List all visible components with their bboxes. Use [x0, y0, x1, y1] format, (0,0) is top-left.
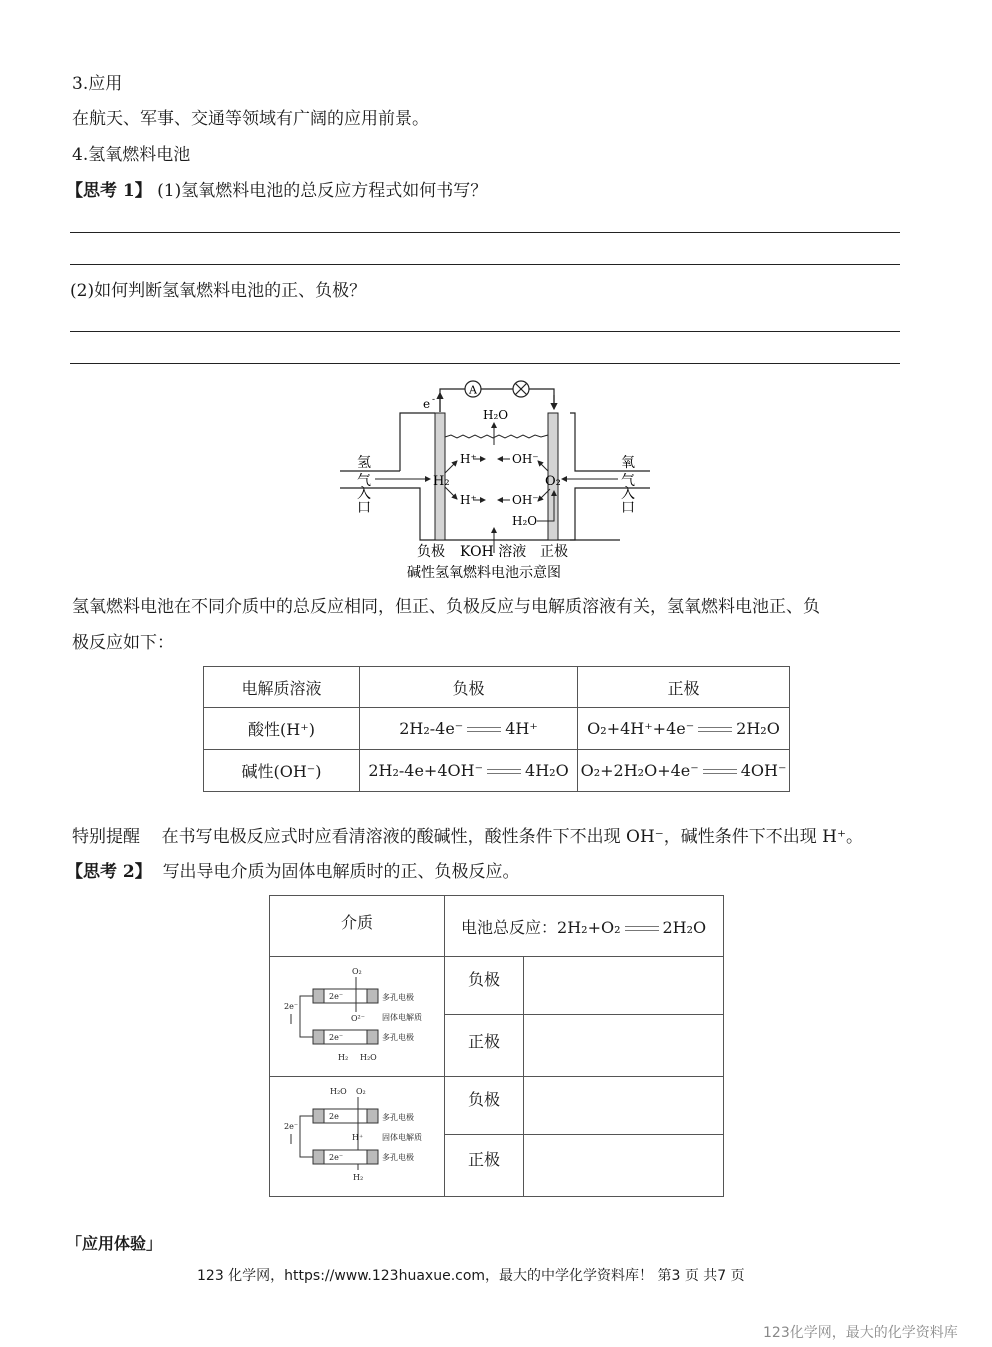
- electron-label: 2e⁻: [329, 1032, 344, 1042]
- diagram-cell-proton: [270, 1077, 445, 1197]
- left-inlet-char: 口: [357, 500, 371, 516]
- think1-q1-text: (1)氢氧燃料电池的总反应方程式如何书写？: [157, 181, 488, 201]
- negative-cell: [360, 750, 578, 792]
- products: 4OH⁻: [740, 761, 787, 780]
- reactants: 2H₂+O₂: [557, 917, 621, 937]
- right-inlet-char: 口: [621, 500, 635, 516]
- answer-line: [70, 264, 900, 265]
- svg-text:-: -: [432, 395, 436, 405]
- h2-label: H₂: [353, 1172, 364, 1182]
- answer-line: [70, 331, 900, 332]
- think1-question1: [66, 180, 487, 202]
- reactants: 2H₂-4e+4OH⁻: [368, 761, 484, 780]
- negative-label-cell: 负极: [445, 1077, 524, 1135]
- right-inlet-char: 入: [621, 486, 635, 502]
- positive-cell: [578, 750, 790, 792]
- h2o-label: H₂O: [330, 1086, 347, 1096]
- right-inlet-char: 气: [621, 473, 635, 489]
- products: 4H₂O: [525, 761, 569, 780]
- reminder-text: 在书写电极反应式时应看清溶液的酸碱性，酸性条件下不出现 OH⁻，碱性条件下不出现 H⁺。: [161, 827, 863, 847]
- products: 4H⁺: [505, 719, 538, 738]
- oxide-electrolyte-diagram: [272, 962, 442, 1072]
- reactants: O₂+4H⁺+4e⁻: [587, 719, 695, 738]
- porous-electrode-label: 多孔电极: [382, 1032, 414, 1042]
- left-inlet-char: 气: [357, 473, 371, 489]
- ohminus-upper-label: OH⁻: [512, 452, 539, 466]
- negative-label: 负极: [417, 544, 445, 560]
- answer-line: [70, 232, 900, 233]
- o2-label: O₂: [545, 474, 561, 489]
- porous-electrode-label: 多孔电极: [382, 1152, 414, 1162]
- external-electron-label: 2e⁻: [284, 1121, 299, 1131]
- table-header: 电解质溶液: [204, 667, 360, 708]
- total-reaction-label: 电池总反应：: [461, 917, 558, 937]
- hplus-upper-label: H⁺: [460, 452, 477, 466]
- think2: [66, 861, 520, 883]
- solid-electrolyte-label: 固体电解质: [382, 1132, 422, 1142]
- electron-label: 2e⁻: [329, 991, 344, 1001]
- equals-sign: [625, 926, 659, 931]
- h2-label: H₂: [433, 474, 450, 489]
- positive-cell: [578, 708, 790, 750]
- lamp-icon: [513, 381, 529, 397]
- diagram-cell-oxide: [270, 957, 445, 1077]
- paragraph-line1: 氢氧燃料电池在不同介质中的总反应相同，但正、负极反应与电解质溶液有关，氢氧燃料电池正、负: [72, 597, 820, 617]
- equals-sign: [467, 727, 501, 732]
- electrode-reaction-table: [203, 666, 790, 792]
- left-inlet-char: 入: [357, 486, 371, 502]
- positive-label-cell: 正极: [445, 1015, 524, 1077]
- ion-label: O²⁻: [351, 1013, 365, 1023]
- h2o-label: H₂O: [360, 1052, 377, 1062]
- table-row: [204, 750, 790, 792]
- alkaline-fuel-cell-diagram: [340, 375, 650, 585]
- positive-label-cell: 正极: [445, 1135, 524, 1197]
- h2-label: H₂: [338, 1052, 349, 1062]
- reminder: [72, 826, 863, 848]
- application-text: 在航天、军事、交通等领域有广阔的应用前景。: [72, 109, 429, 129]
- table-header: 正极: [578, 667, 790, 708]
- ammeter-label: A: [469, 383, 477, 397]
- paragraph-line2: 极反应如下：: [72, 633, 174, 653]
- electron-label: e: [423, 397, 431, 411]
- porous-electrode-label: 多孔电极: [382, 992, 414, 1002]
- equals-sign: [698, 727, 732, 732]
- o2-label: O₂: [356, 1086, 366, 1096]
- proton-electrolyte-diagram: [272, 1082, 442, 1192]
- section-heading-application: 3.应用: [72, 74, 123, 94]
- equals-sign: [487, 769, 521, 774]
- solid-electrolyte-table: [269, 895, 724, 1197]
- answer-cell[interactable]: [524, 1015, 724, 1077]
- answer-cell[interactable]: [524, 957, 724, 1015]
- products: 2H₂O: [662, 917, 707, 937]
- equals-sign: [703, 769, 737, 774]
- diagram-caption: 碱性氢氧燃料电池示意图: [407, 565, 561, 581]
- porous-electrode-label: 多孔电极: [382, 1112, 414, 1122]
- h2o-bottom-label: H₂O: [512, 514, 538, 528]
- think1-tag: 【思考 1】: [66, 181, 152, 201]
- total-reaction-header: [445, 896, 724, 957]
- answer-line: [70, 363, 900, 364]
- right-inlet-char: 氧: [621, 455, 635, 471]
- negative-cell: [360, 708, 578, 750]
- reactants: O₂+2H₂O+4e⁻: [580, 761, 699, 780]
- table-header: 介质: [270, 896, 445, 957]
- table-row: [204, 708, 790, 750]
- section-heading-fuel-cell: 4.氢氧燃料电池: [72, 145, 191, 165]
- hplus-lower-label: H⁺: [460, 493, 477, 507]
- table-row: [270, 1077, 724, 1135]
- think1-q2-text: (2)如何判断氢氧燃料电池的正、负极？: [70, 281, 367, 301]
- h2o-top-label: H₂O: [483, 408, 509, 422]
- page-footer: 123 化学网，https://www.123huaxue.com，最大的中学化学资料库！ 第3 页 共7 页: [197, 1268, 745, 1284]
- electron-label: 2e: [329, 1111, 339, 1121]
- think2-tag: 【思考 2】: [66, 862, 152, 882]
- medium-cell: 酸性(H⁺): [204, 708, 360, 750]
- ohminus-lower-label: OH⁻: [512, 493, 539, 507]
- answer-cell[interactable]: [524, 1077, 724, 1135]
- answer-cell[interactable]: [524, 1135, 724, 1197]
- reactants: 2H₂-4e⁻: [399, 719, 464, 738]
- left-inlet-char: 氢: [357, 455, 371, 471]
- think2-text: 写出导电介质为固体电解质时的正、负极反应。: [162, 862, 520, 882]
- table-row: [270, 957, 724, 1015]
- medium-cell: 碱性(OH⁻): [204, 750, 360, 792]
- ion-label: H⁺: [352, 1132, 364, 1142]
- reminder-tag: 特别提醒: [72, 827, 140, 847]
- solid-electrolyte-label: 固体电解质: [382, 1012, 422, 1022]
- o2-label: O₂: [352, 966, 362, 976]
- table-header: 负极: [360, 667, 578, 708]
- electron-label: 2e⁻: [329, 1152, 344, 1162]
- positive-label: 正极: [540, 544, 568, 560]
- experience-heading: 「应用体验」: [66, 1234, 163, 1253]
- negative-label-cell: 负极: [445, 957, 524, 1015]
- external-electron-label: 2e⁻: [284, 1001, 299, 1011]
- solution-label: KOH 溶液: [460, 544, 527, 560]
- watermark: 123化学网，最大的化学资料库: [763, 1325, 958, 1341]
- products: 2H₂O: [736, 719, 780, 738]
